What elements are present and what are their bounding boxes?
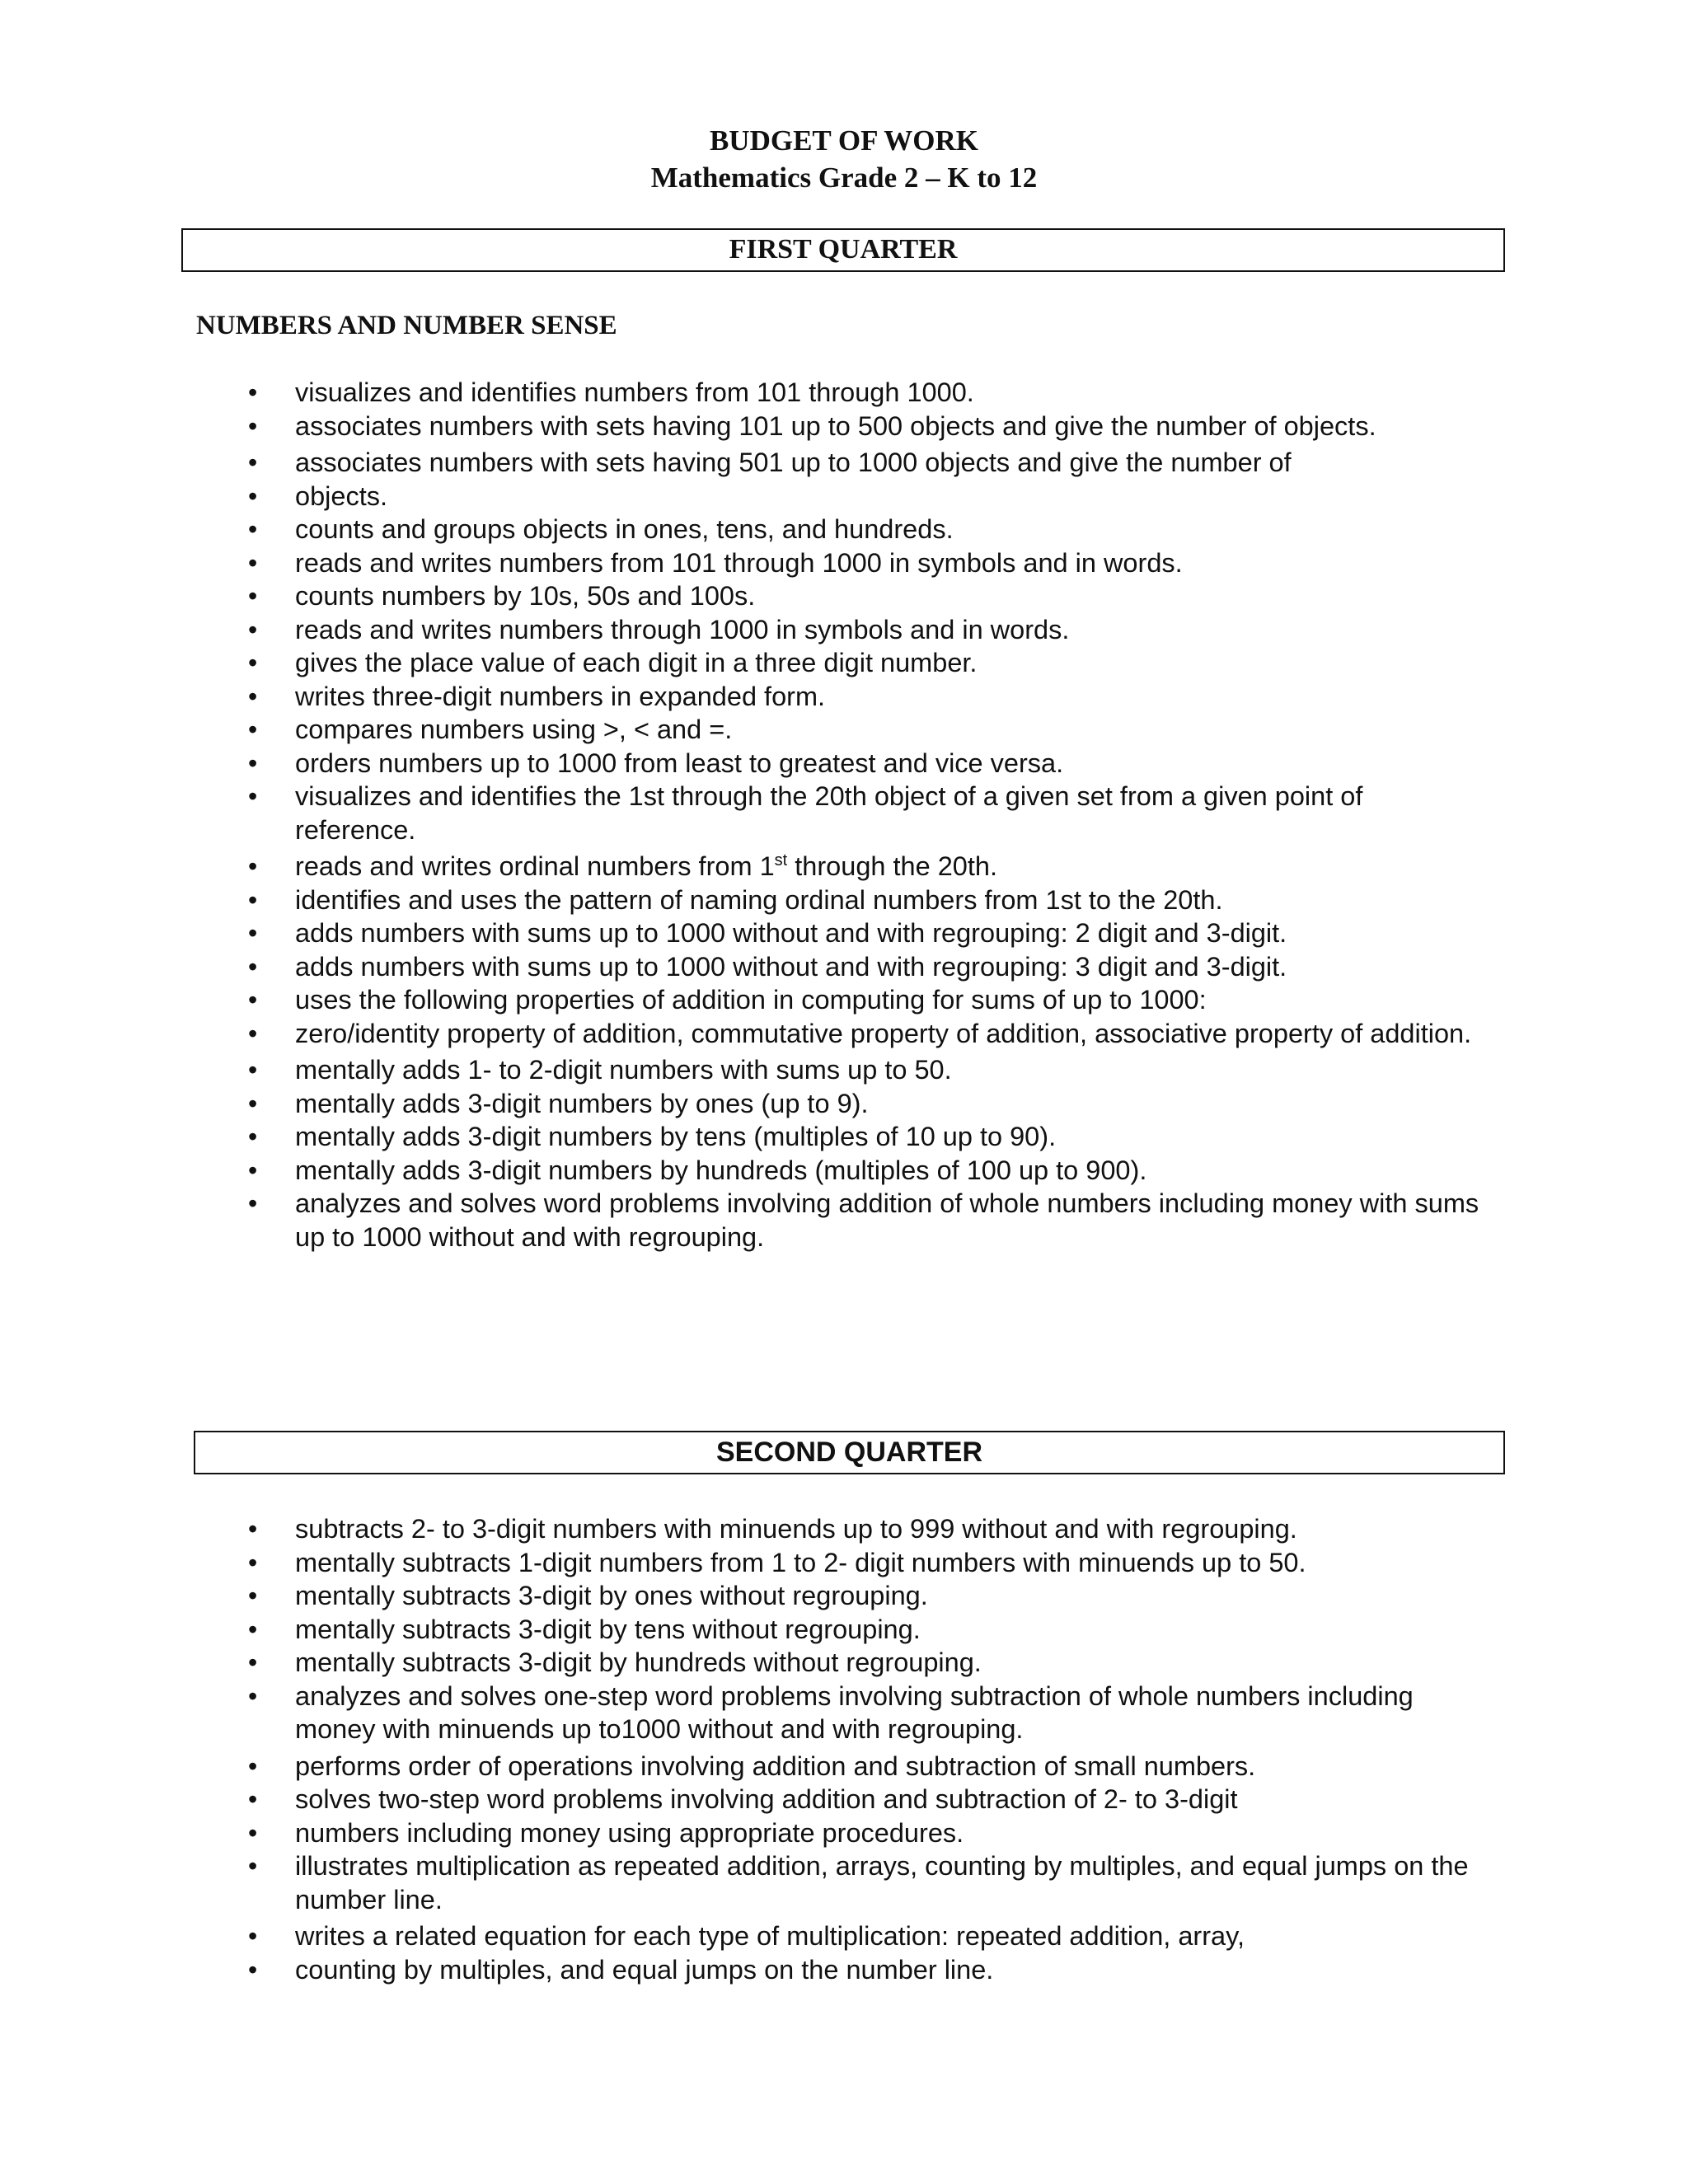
list-item: • counting by multiples, and equal jumps on the number line. <box>0 1953 1490 1987</box>
list-item: • mentally subtracts 3-digit by hundreds without regrouping. <box>0 1646 1490 1680</box>
list-item: • analyzes and solves word problems involving addition of whole numbers including money with sums up to 1000 without and with regrouping. <box>0 1187 1490 1254</box>
list-item: • zero/identity property of addition, commutative property of addition, associative property of addition. <box>0 1017 1490 1051</box>
list-item: • mentally subtracts 1-digit numbers from 1 to 2- digit numbers with minuends up to 50. <box>0 1546 1490 1580</box>
document-subtitle: Mathematics Grade 2 – K to 12 <box>650 162 1038 194</box>
list-item: • performs order of operations involving addition and subtraction of small numbers. <box>0 1750 1490 1783</box>
ordinal-text-end: through the 20th. <box>787 851 997 881</box>
list-item: • mentally subtracts 3-digit by tens without regrouping. <box>0 1613 1490 1647</box>
ordinal-superscript: st <box>774 851 788 870</box>
list-item: • analyzes and solves one-step word problems involving subtraction of whole numbers including money with minuends up to1000 without and with regrouping. <box>0 1680 1490 1746</box>
list-item: • solves two-step word problems involving addition and subtraction of 2- to 3-digit <box>0 1783 1490 1816</box>
list-item: • mentally subtracts 3-digit by ones without regrouping. <box>0 1579 1490 1613</box>
list-item: • visualizes and identifies the 1st through the 20th object of a given set from a given point of reference. <box>0 780 1490 846</box>
document-header <box>0 122 1688 196</box>
list-item: • counts and groups objects in ones, tens, and hundreds. <box>0 513 1490 546</box>
list-item: • reads and writes numbers from 101 through 1000 in symbols and in words. <box>0 546 1490 580</box>
list-item: • objects. <box>0 480 1490 513</box>
list-item-ordinal <box>0 850 1490 883</box>
list-item: • counts numbers by 10s, 50s and 100s. <box>0 579 1490 613</box>
list-item: • mentally adds 3-digit numbers by hundreds (multiples of 100 up to 900). <box>0 1154 1490 1188</box>
list-item: • gives the place value of each digit in a three digit number. <box>0 646 1490 680</box>
list-item: • orders numbers up to 1000 from least to greatest and vice versa. <box>0 747 1490 780</box>
list-item: • mentally adds 1- to 2-digit numbers with sums up to 50. <box>0 1053 1490 1087</box>
list-item: • adds numbers with sums up to 1000 without and with regrouping: 2 digit and 3-digit. <box>0 916 1490 950</box>
second-quarter-list <box>0 1512 1490 1986</box>
document-title: BUDGET OF WORK <box>709 124 979 157</box>
list-item: • visualizes and identifies numbers from 101 through 1000. <box>0 376 1490 410</box>
list-item: • reads and writes numbers through 1000 in symbols and in words. <box>0 613 1490 647</box>
list-item: • associates numbers with sets having 501 up to 1000 objects and give the number of <box>0 446 1490 480</box>
ordinal-text-start: reads and writes ordinal numbers from 1 <box>295 851 775 881</box>
list-item: • writes a related equation for each type of multiplication: repeated addition, array, <box>0 1919 1490 1953</box>
list-item: • compares numbers using >, < and =. <box>0 713 1490 747</box>
list-item: • uses the following properties of addition in computing for sums of up to 1000: <box>0 983 1490 1017</box>
list-item: • identifies and uses the pattern of naming ordinal numbers from 1st to the 20th. <box>0 883 1490 917</box>
list-item: • numbers including money using appropriate procedures. <box>0 1816 1490 1850</box>
list-item: • mentally adds 3-digit numbers by ones (up to 9). <box>0 1087 1490 1121</box>
section-heading: NUMBERS AND NUMBER SENSE <box>196 311 617 340</box>
list-item: • writes three-digit numbers in expanded form. <box>0 680 1490 714</box>
first-quarter-banner: FIRST QUARTER <box>181 228 1505 272</box>
list-item: • illustrates multiplication as repeated addition, arrays, counting by multiples, and equal jumps on the number line. <box>0 1849 1490 1916</box>
list-item: • adds numbers with sums up to 1000 without and with regrouping: 3 digit and 3-digit. <box>0 950 1490 984</box>
list-item: • associates numbers with sets having 101 up to 500 objects and give the number of objects. <box>0 410 1490 443</box>
list-item: • mentally adds 3-digit numbers by tens (multiples of 10 up to 90). <box>0 1120 1490 1154</box>
list-item: • subtracts 2- to 3-digit numbers with minuends up to 999 without and with regrouping. <box>0 1512 1490 1546</box>
second-quarter-banner: SECOND QUARTER <box>194 1431 1505 1474</box>
first-quarter-list <box>0 376 1490 1254</box>
